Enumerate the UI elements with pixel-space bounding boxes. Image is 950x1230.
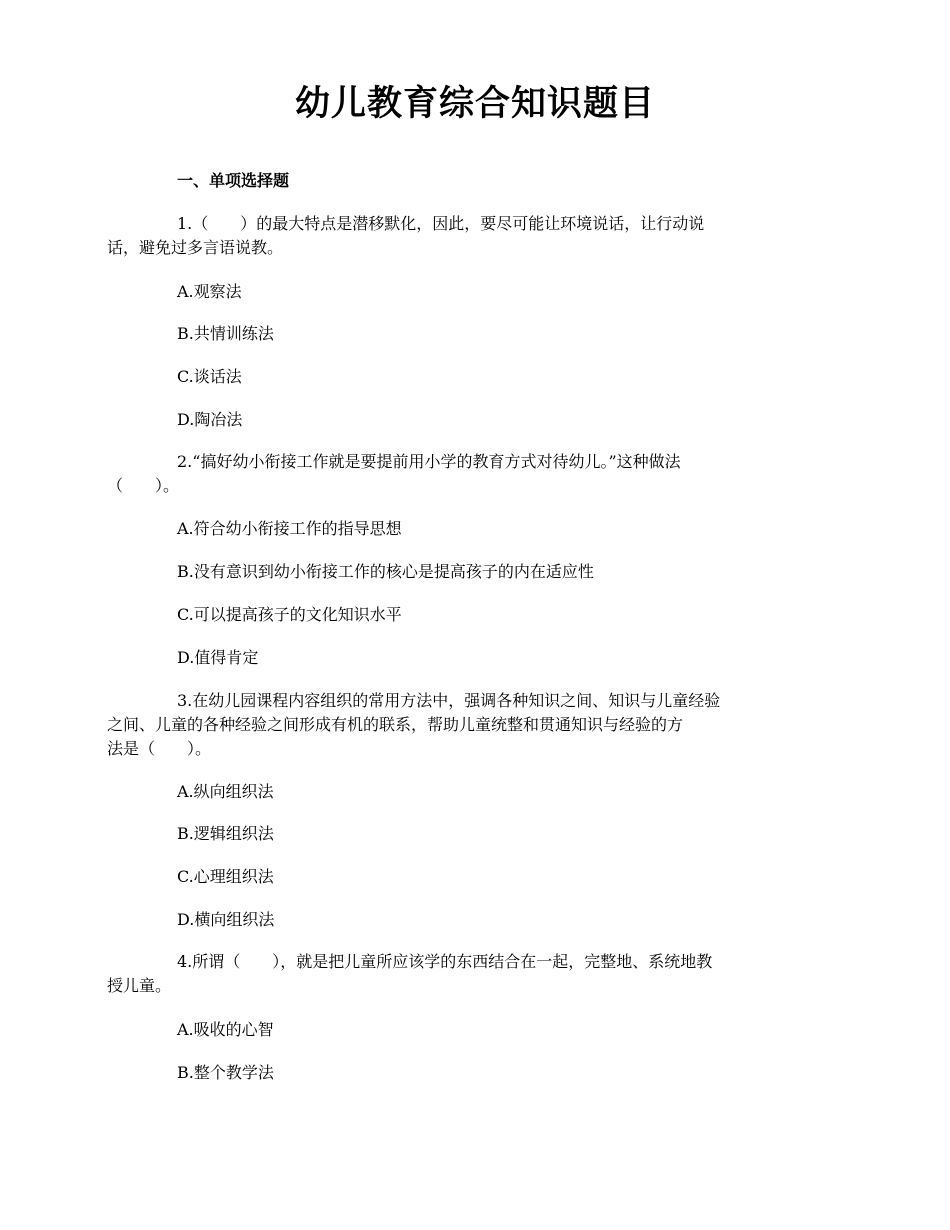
question-2-option-b: B.没有意识到幼小衔接工作的核心是提高孩子的内在适应性 bbox=[177, 562, 594, 581]
question-4-option-a: A.吸收的心智 bbox=[177, 1020, 274, 1039]
question-1-option-a: A.观察法 bbox=[177, 282, 242, 301]
question-3-line-3: 法是（ ）。 bbox=[107, 739, 212, 758]
question-3-option-b: B.逻辑组织法 bbox=[177, 824, 274, 843]
question-3-option-d: D.横向组织法 bbox=[177, 910, 275, 929]
question-2-stem bbox=[107, 450, 822, 498]
question-4-line-1: 4.所谓（ ），就是把儿童所应该学的东西结合在一起，完整地、系统地教 bbox=[177, 952, 713, 971]
question-4-line-2: 授儿童。 bbox=[107, 976, 172, 995]
question-2-option-c: C.可以提高孩子的文化知识水平 bbox=[177, 605, 402, 624]
question-3-line-2: 之间、儿童的各种经验之间形成有机的联系，帮助儿童统整和贯通知识与经验的方 bbox=[107, 715, 684, 734]
question-4-stem bbox=[107, 950, 822, 998]
question-1-option-d: D.陶冶法 bbox=[177, 410, 243, 429]
question-3-stem bbox=[107, 689, 822, 761]
question-2-line-2: （ ）。 bbox=[107, 476, 180, 495]
section-heading: 一、单项选择题 bbox=[177, 171, 290, 190]
question-3-line-1: 3.在幼儿园课程内容组织的常用方法中，强调各种知识之间、知识与儿童经验 bbox=[177, 691, 721, 710]
question-2-option-d: D.值得肯定 bbox=[177, 648, 259, 667]
question-3-option-a: A.纵向组织法 bbox=[177, 782, 274, 801]
question-3-option-c: C.心理组织法 bbox=[177, 867, 274, 886]
question-1-line-2: 话，避免过多言语说教。 bbox=[107, 238, 284, 257]
question-1-stem bbox=[107, 212, 822, 260]
document-title: 幼儿教育综合知识题目 bbox=[294, 84, 655, 124]
question-4-option-b: B.整个教学法 bbox=[177, 1063, 274, 1082]
question-1-line-1: 1.（ ）的最大特点是潜移默化，因此，要尽可能让环境说话，让行动说 bbox=[177, 214, 705, 233]
question-1-option-b: B.共情训练法 bbox=[177, 324, 274, 343]
question-1-option-c: C.谈话法 bbox=[177, 367, 242, 386]
question-2-option-a: A.符合幼小衔接工作的指导思想 bbox=[177, 519, 402, 538]
question-2-line-1: 2.“搞好幼小衔接工作就是要提前用小学的教育方式对待幼儿。”这种做法 bbox=[177, 452, 681, 471]
